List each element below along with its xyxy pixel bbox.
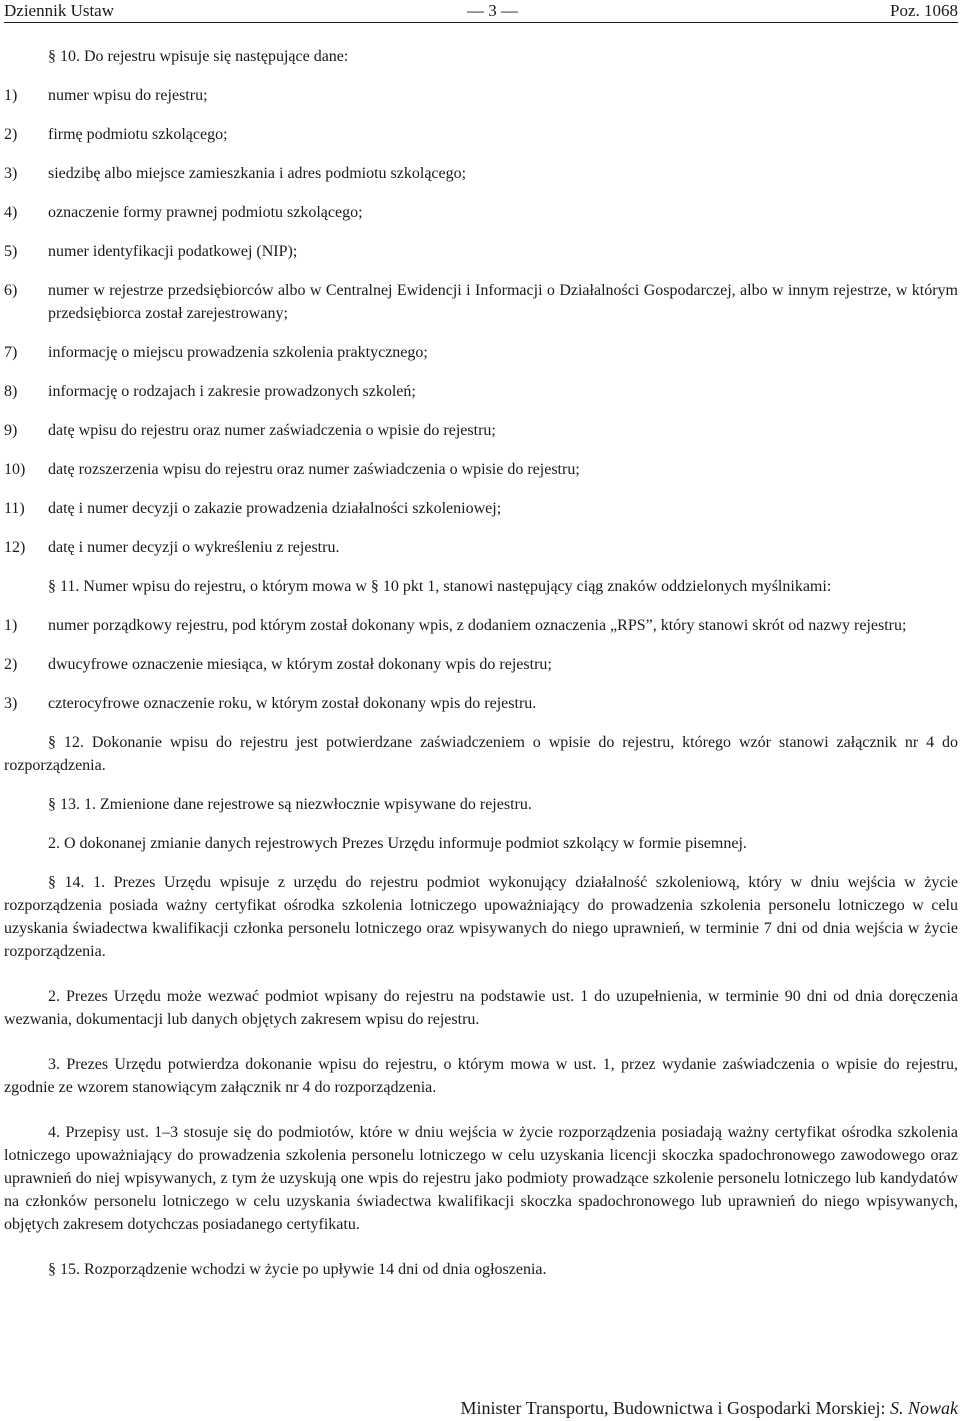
section-12: § 12. Dokonanie wpisu do rejestru jest potwierdzane zaświadczeniem o wpisie do rejestru, którego wzór stanowi załącznik nr 4 do rozporządzenia. [4, 734, 958, 774]
page-header [4, 0, 958, 22]
section-11-intro: § 11. Numer wpisu do rejestru, o którym mowa w § 10 pkt 1, stanowi następujący ciąg znaków oddzielonych myślnikami: [48, 578, 832, 595]
section-14-para-1: § 14. 1. Prezes Urzędu wpisuje z urzędu do rejestru podmiot wykonujący działalność szkoleniową, który w dniu wejścia w życie rozporządzenia posiada ważny certyfikat ośrodka szkolenia lotniczego upoważniający do prowadzenia szkolenia personelu lotniczego w celu uzyskania świadectwa kwalifikacji członka personelu lotniczego oraz wpisywanych do niego uprawnień, w terminie 7 dni od dnia wejścia w życie rozporządzenia. [4, 874, 958, 960]
list-item: 7) informację o miejscu prowadzenia szkolenia praktycznego; [4, 344, 428, 361]
section-10-intro: § 10. Do rejestru wpisuje się następujące dane: [48, 48, 349, 65]
signature [460, 1398, 958, 1419]
list-item: 9) datę wpisu do rejestru oraz numer zaświadczenia o wpisie do rejestru; [4, 422, 496, 439]
section-11-list [4, 614, 958, 715]
list-item: 6) numer w rejestrze przedsiębiorców albo w Centralnej Ewidencji i Informacji o Działalności Gospodarczej, albo w innym rejestrze, w którym przedsiębiorca został zarejestrowany; [4, 282, 958, 322]
list-item: 2) dwucyfrowe oznaczenie miesiąca, w którym został dokonany wpis do rejestru; [4, 656, 552, 673]
signature-title: Minister Transportu, Budownictwa i Gospodarki Morskiej: [460, 1398, 886, 1418]
document-body [4, 45, 958, 1281]
section-10-list [4, 84, 958, 559]
header-rule [4, 22, 958, 23]
list-item: 3) czterocyfrowe oznaczenie roku, w którym został dokonany wpis do rejestru. [4, 695, 537, 712]
section-14-para-2: 2. Prezes Urzędu może wezwać podmiot wpisany do rejestru na podstawie ust. 1 do uzupełnienia, w terminie 90 dni od dnia doręczenia wezwania, dokumentacji lub danych objętych zakresem wpisu do rejestru. [4, 988, 958, 1028]
signature-name: S. Nowak [889, 1398, 958, 1418]
list-item: 4) oznaczenie formy prawnej podmiotu szkolącego; [4, 204, 363, 221]
list-item: 1) numer wpisu do rejestru; [4, 87, 208, 104]
list-item: 12) datę i numer decyzji o wykreśleniu z rejestru. [4, 539, 340, 556]
section-14-para-4: 4. Przepisy ust. 1–3 stosuje się do podmiotów, które w dniu wejścia w życie rozporządzenia posiadają ważny certyfikat ośrodka szkolenia lotniczego upoważniający do prowadzenia szkolenia personelu lotniczego w celu uzyskania licencji skoczka spadochronowego zawodowego oraz uprawnień do niej wpisywanych, z tym że uzyskują one wpis do rejestru jako podmioty prowadzące szkolenie personelu lotniczego lub kandydatów na członków personelu lotniczego w celu uzyskania świadectwa kwalifikacji skoczka spadochronowego lub uprawnień do niego wpisywanych, objętych zakresem dotychczas posiadanego certyfikatu. [4, 1124, 958, 1233]
list-item: 3) siedzibę albo miejsce zamieszkania i adres podmiotu szkolącego; [4, 165, 467, 182]
list-item: 2) firmę podmiotu szkolącego; [4, 126, 228, 143]
section-13-para-2: 2. O dokonanej zmianie danych rejestrowych Prezes Urzędu informuje podmiot szkolący w formie pisemnej. [48, 835, 747, 852]
section-15: § 15. Rozporządzenie wchodzi w życie po upływie 14 dni od dnia ogłoszenia. [48, 1261, 547, 1278]
list-item: 5) numer identyfikacji podatkowej (NIP); [4, 243, 298, 260]
list-item: 1) numer porządkowy rejestru, pod którym został dokonany wpis, z dodaniem oznaczenia „RPS”, który stanowi skrót od nazwy rejestru; [4, 617, 907, 634]
section-13-para-1: § 13. 1. Zmienione dane rejestrowe są niezwłocznie wpisywane do rejestru. [48, 796, 532, 813]
list-item: 11) datę i numer decyzji o zakazie prowadzenia działalności szkoleniowej; [4, 500, 502, 517]
list-item: 8) informację o rodzajach i zakresie prowadzonych szkoleń; [4, 383, 416, 400]
journal-title: Dziennik Ustaw [4, 1, 115, 20]
position-number: Poz. 1068 [890, 1, 958, 20]
list-item: 10) datę rozszerzenia wpisu do rejestru oraz numer zaświadczenia o wpisie do rejestru; [4, 461, 580, 478]
section-14-para-3: 3. Prezes Urzędu potwierdza dokonanie wpisu do rejestru, o którym mowa w ust. 1, przez wydanie zaświadczenia o wpisie do rejestru, zgodnie ze wzorem stanowiącym załącznik nr 4 do rozporządzenia. [4, 1056, 958, 1096]
page-number: — 3 — [467, 1, 518, 20]
